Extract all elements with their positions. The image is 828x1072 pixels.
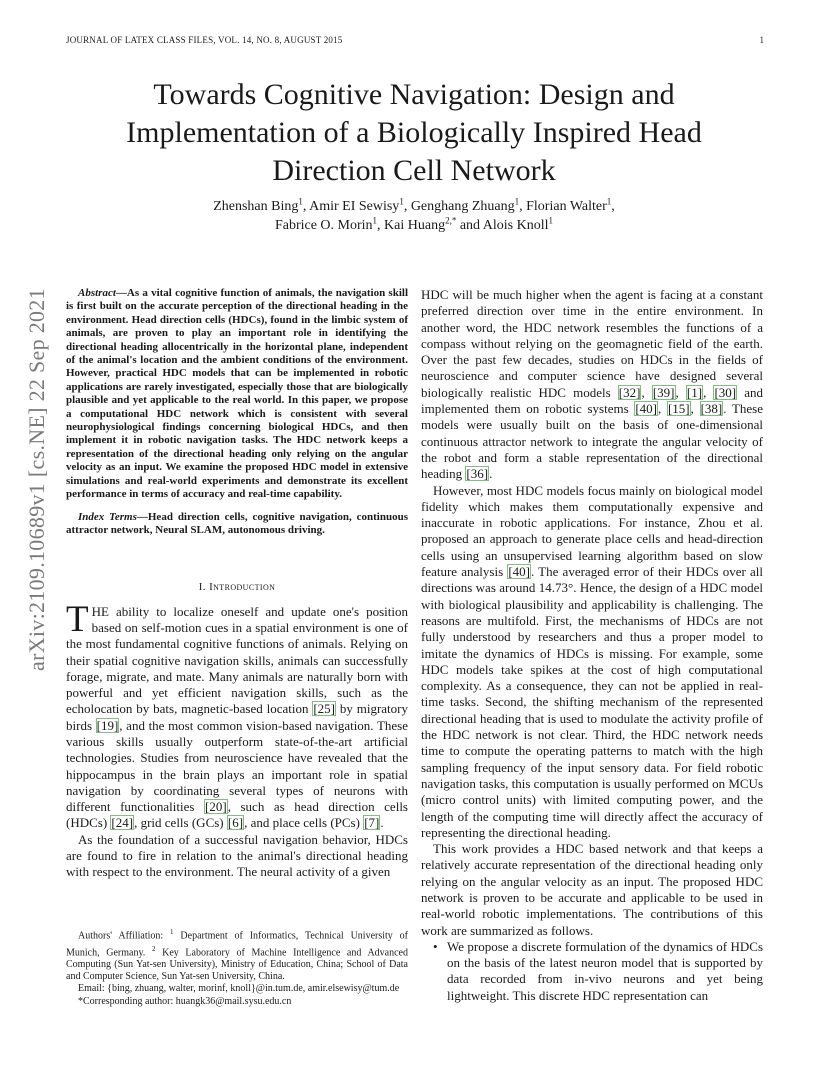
citation-link[interactable]: [15] bbox=[667, 401, 690, 417]
right-paragraph-3: This work provides a HDC based network and that keeps a relatively accurate representation of the directional heading only relying on the angular velocity as an input. The proposed HDC network is proven to be accurate and applicable to be used in real-world robotic implementations. The contributions of this work are summarized as follows. bbox=[421, 841, 763, 938]
paper-title: Towards Cognitive Navigation: Design and Implementation of a Biologically Inspired Head Direction Cell Network bbox=[126, 78, 702, 187]
contribution-list bbox=[421, 939, 763, 1004]
footnote-sup: 1 bbox=[170, 928, 174, 936]
left-column bbox=[66, 287, 408, 881]
author-name: Fabrice O. Morin bbox=[274, 218, 373, 233]
author-name: Zhenshan Bing bbox=[213, 199, 299, 214]
index-terms-text: —Head direction cells, cognitive navigation, continuous attractor network, Neural SLAM, autonomous driving. bbox=[66, 510, 408, 536]
author-separator: , bbox=[403, 199, 411, 214]
citation-link[interactable]: [6] bbox=[227, 815, 244, 831]
index-terms bbox=[66, 511, 408, 538]
intro-paragraph-1 bbox=[66, 598, 408, 832]
footnote-sup: 2 bbox=[151, 944, 156, 953]
author-name: Amir EI Sewisy bbox=[309, 199, 400, 214]
author-line-1 bbox=[66, 197, 762, 216]
citation-link[interactable]: [39] bbox=[652, 384, 675, 400]
paragraph-text: . bbox=[380, 815, 384, 831]
footnote-text: Department of Informatics, Technical University of Munich, Germany. bbox=[66, 930, 408, 958]
citation-link[interactable]: [25] bbox=[313, 701, 336, 717]
author-separator: , bbox=[302, 199, 310, 214]
author-affiliation-mark: 1 bbox=[548, 215, 554, 226]
citation-link[interactable]: [36] bbox=[466, 466, 489, 482]
footnote-text: Key Laboratory of Machine Intelligence and Advanced Computing (Sun Yat-sen University), Ministry of Education, China; School of Data and Computer Science, Sun Yat-sen University, China. bbox=[66, 946, 408, 983]
abstract-text: —As a vital cognitive function of animals, the navigation skill is first built on the accurate perception of the directional heading in the environment. Head direction cells (HDCs), found in the limbic system of animals, are proven to play an important role in identifying the directional heading allocentrically in the horizontal plane, independent of the animal's location and the ambient conditions of the environment. However, practical HDC models that can be implemented in robotic applications are rarely investigated, especially those that are biologically plausible and yet applicable to the real world. In this paper, we propose a computational HDC network which is consistent with several neurophysiological findings concerning biological HDCs, and then implement it in robotic navigation tasks. The HDC network keeps a representation of the directional heading only relying on the angular velocity as an input. We examine the proposed HDC model in extensive simulations and real-world experiments and demonstrate its excellent performance in terms of accuracy and real-time capability. bbox=[66, 287, 408, 501]
separator: , bbox=[641, 384, 652, 400]
citation-link[interactable]: [24] bbox=[111, 815, 134, 831]
footnote bbox=[66, 926, 408, 1008]
page-number: 1 bbox=[759, 35, 764, 45]
separator: , bbox=[675, 384, 686, 400]
section-number: I. bbox=[198, 581, 206, 594]
author-separator: , bbox=[377, 218, 385, 233]
author-affiliation-mark: 1 bbox=[298, 196, 303, 207]
running-header: JOURNAL OF LATEX CLASS FILES, VOL. 14, NO. 8, AUGUST 2015 bbox=[66, 35, 343, 45]
footnote-text: Authors' Affiliation: bbox=[78, 930, 171, 942]
index-terms-lead: Index Terms bbox=[78, 510, 137, 523]
paragraph-text: , and place cells (PCs) bbox=[244, 815, 364, 831]
citation-link[interactable]: [30] bbox=[714, 384, 737, 400]
paragraph-text: , grid cells (GCs) bbox=[134, 815, 227, 831]
separator: , bbox=[690, 401, 700, 417]
author-affiliation-mark: 1 bbox=[372, 215, 378, 226]
author-affiliation-mark: 1 bbox=[399, 196, 404, 207]
author-affiliation-mark: 1 bbox=[606, 196, 612, 207]
citation-link[interactable]: [7] bbox=[364, 815, 380, 831]
citation-link[interactable]: [40] bbox=[635, 401, 658, 417]
citation-link[interactable]: [40] bbox=[508, 564, 530, 580]
author-separator: , bbox=[519, 199, 527, 214]
citation-link[interactable]: [19] bbox=[96, 717, 119, 733]
author-separator: , bbox=[611, 199, 615, 214]
author-line-2 bbox=[66, 216, 762, 235]
right-paragraph-2 bbox=[421, 483, 763, 842]
paragraph-text: HDC will be much higher when the agent is facing at a constant preferred direction over time in the entire environment. In another word, the HDC network resembles the functions of a compass without relying on the geomagnetic field of the earth. Over the past few decades, studies on HDCs in the fields of neuroscience and computer science have designed several biologically realistic HDC models bbox=[421, 287, 763, 400]
citation-link[interactable]: [32] bbox=[618, 384, 641, 400]
footnote-affiliation bbox=[66, 926, 408, 983]
citation-link[interactable]: [1] bbox=[686, 384, 703, 400]
paragraph-text: . These models were usually built on the basis of one-dimensional continuous attractor network to integrate the angular velocity of the robot and form a stable representation of the directional heading bbox=[421, 401, 764, 482]
author-name: Florian Walter bbox=[526, 199, 607, 214]
footnote-email: Email: {bing, zhuang, walter, morinf, knoll}@in.tum.de, amir.elsewisy@tum.de bbox=[78, 983, 400, 995]
footnote-corresponding: *Corresponding author: huangk36@mail.sysu.edu.cn bbox=[78, 995, 292, 1007]
author-name: Genghang Zhuang bbox=[410, 199, 515, 214]
paragraph-text: , and the most common vision-based navigation. These various skills usually outperform state-of-the-art artificial technologies. Studies from neuroscience have revealed that the hippocampus in the brain plays an important role in spatial navigation by coordinating several types of neurons with different functionalities bbox=[66, 717, 408, 815]
intro-paragraph-2: As the foundation of a successful navigation behavior, HDCs are found to fire in relation to the animal's directional heading with respect to the environment. The neural activity of a given bbox=[66, 831, 408, 880]
contribution-item: • We propose a discrete formulation of the dynamics of HDCs on the basis of the latest neuron model that is supported by data recorded from in-vivo neurons and yet being lightweight. This discrete HDC representation can bbox=[447, 939, 763, 1004]
paragraph-text: by migratory birds bbox=[66, 701, 408, 733]
author-separator: and bbox=[456, 218, 483, 233]
right-paragraph-1 bbox=[421, 287, 763, 483]
paragraph-text: However, most HDC models focus mainly on biological model fidelity which makes them computationally expensive and inaccurate in robotic applications. For instance, Zhou et al. proposed an approach to generate place cells and head-direction cells using an unsupervised learning algorithm based on slow feature analysis bbox=[421, 482, 763, 580]
paragraph-text: . The averaged error of their HDCs over all directions was around 14.73°. Hence, the design of a HDC model with biological plausibility and applicability is challenging. The reasons are multifold. First, the mechanisms of HDCs are not fully understood by researchers and thus a proper model to imitate the dynamics of HDCs is missing. For example, some HDC models take spikes at the cost of high computational complexity. As a consequence, they can not be applied in real-time tasks. Second, the shifting mechanism of the represented directional heading that is used to modulate the activity profile of the HDC network is not clear. Third, the HDC network needs time to compute the operating patterns to match with the high sampling frequency of the input sensory data. For field robotic navigation tasks, this computation is usually performed on MCUs (micro control units) with limited computing power, and the length of the computing time will directly affect the accuracy of representing the directional heading. bbox=[421, 564, 763, 840]
abstract bbox=[66, 287, 408, 502]
section-title: Introduction bbox=[209, 581, 276, 594]
author-affiliation-mark: 1 bbox=[514, 196, 520, 207]
author-list bbox=[66, 197, 762, 235]
author-name: Kai Huang bbox=[384, 218, 446, 233]
right-column bbox=[421, 287, 763, 1004]
paragraph-text: . bbox=[489, 466, 493, 482]
drop-cap: T bbox=[66, 598, 89, 640]
section-heading bbox=[66, 579, 408, 595]
citation-link[interactable]: [20] bbox=[205, 799, 227, 815]
arxiv-stamp[interactable]: arXiv:2109.10689v1 [cs.NE] 22 Sep 2021 bbox=[24, 288, 49, 672]
paragraph-text: , such as head direction cells (HDCs) bbox=[66, 799, 408, 831]
separator: , bbox=[658, 401, 667, 417]
author-name: Alois Knoll bbox=[482, 218, 549, 233]
paragraph-text: HE ability to localize oneself and update one's position based on self-motion cues in a spatial environment is one of the most fundamental cognitive functions of animals. Relying on their spatial cognitive navigation skills, animals can successfully forage, migrate, and mate. Many animals are naturally born with powerful and yet efficient navigation skills, such as the echolocation by bats, magnetic-based location bbox=[66, 603, 408, 717]
author-affiliation-mark: 2,* bbox=[445, 215, 457, 226]
paragraph-text: and implemented them on robotic systems bbox=[421, 384, 764, 417]
abstract-lead: Abstract bbox=[78, 287, 116, 299]
separator: , bbox=[703, 384, 714, 400]
citation-link[interactable]: [38] bbox=[700, 401, 723, 417]
